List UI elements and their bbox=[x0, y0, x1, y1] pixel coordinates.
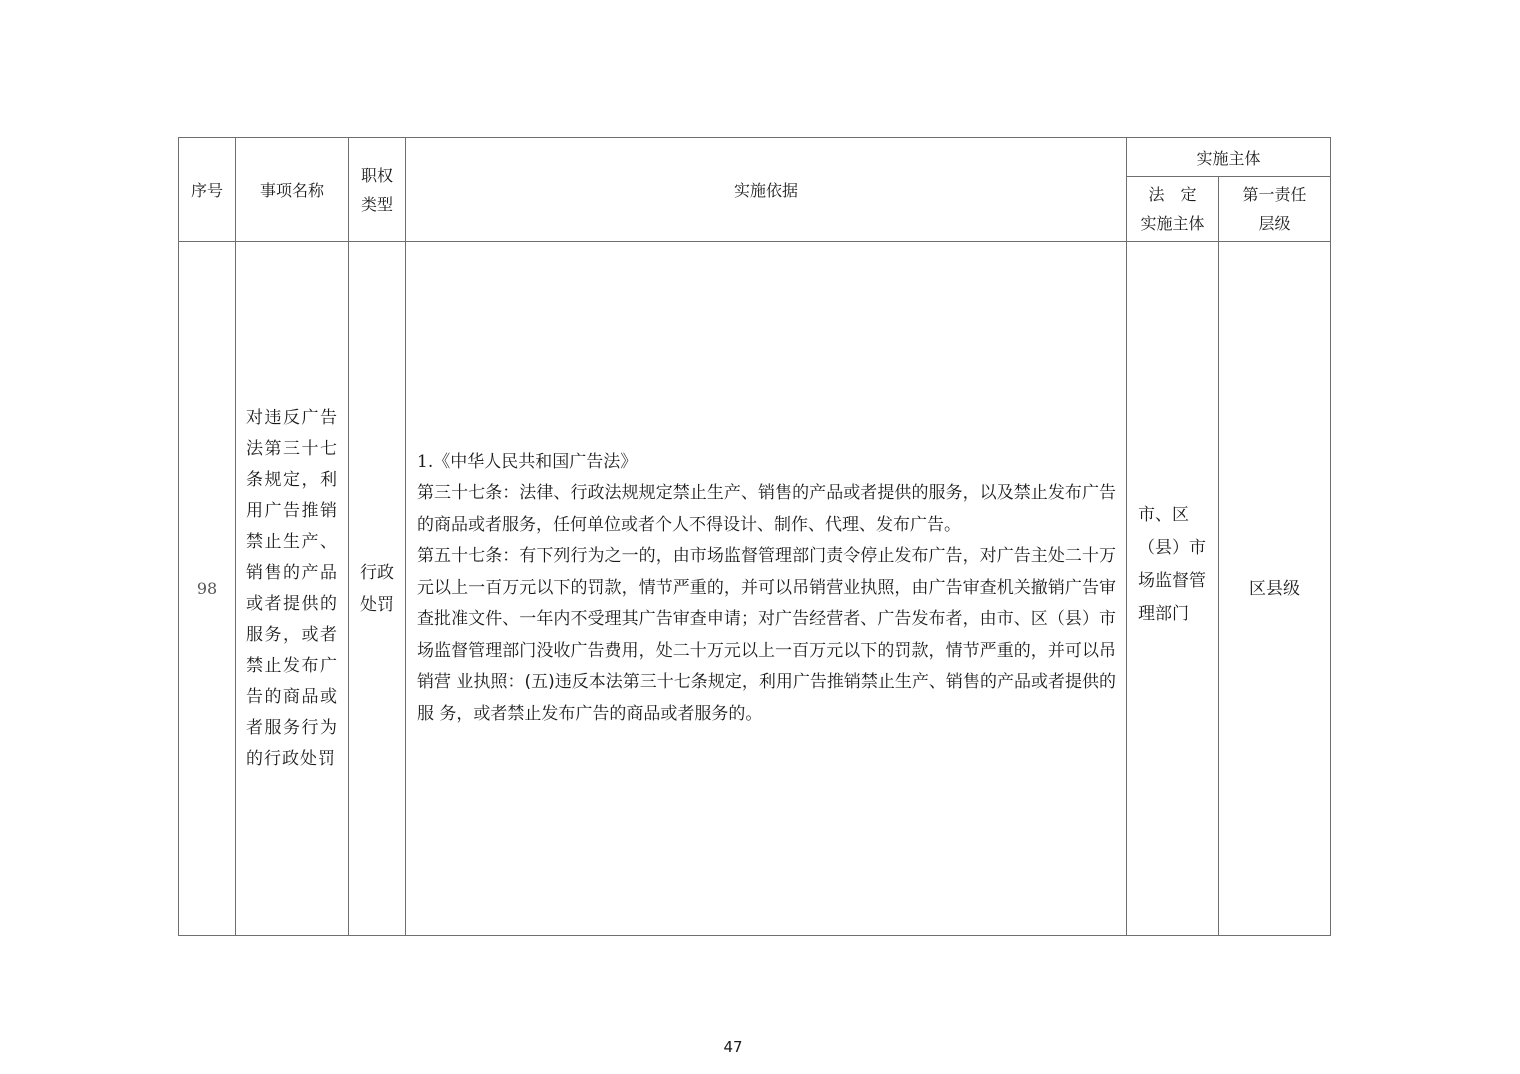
header-seq bbox=[179, 138, 236, 242]
header-legal-subject bbox=[1127, 177, 1219, 242]
row-type-line2: 处罚 bbox=[360, 594, 394, 615]
row-seq bbox=[179, 242, 236, 936]
header-type-line2: 类型 bbox=[360, 194, 393, 214]
header-legal-subject-line1: 法 定 bbox=[1148, 185, 1197, 204]
row-legal-subject bbox=[1127, 242, 1219, 936]
row-name bbox=[236, 242, 349, 936]
row-basis bbox=[406, 242, 1127, 936]
row-name-text: 对违反广告法第三十七条规定，利用广告推销禁止生产、销售的产品或者提供的服务，或者禁止发布广告的商品或者服务行为的行政处罚 bbox=[246, 407, 338, 769]
row-basis-text bbox=[417, 447, 1116, 731]
row-first-level bbox=[1219, 242, 1331, 936]
header-legal-subject-line2: 实施主体 bbox=[1140, 214, 1205, 233]
header-first-level bbox=[1219, 177, 1331, 242]
header-seq-label: 序号 bbox=[190, 181, 223, 200]
header-basis bbox=[406, 138, 1127, 242]
header-type-line1: 职权 bbox=[360, 165, 393, 185]
row-first-level-text: 区县级 bbox=[1249, 578, 1300, 599]
header-type bbox=[349, 138, 406, 242]
basis-paragraph-1: 第三十七条：法律、行政法规规定禁止生产、销售的产品或者提供的服务，以及禁止发布广告的商品或者服务，任何单位或者个人不得设计、制作、代理、发布广告。 bbox=[417, 483, 1116, 535]
page-number: 47 bbox=[723, 1038, 743, 1056]
table-row bbox=[179, 242, 1331, 936]
header-name-label: 事项名称 bbox=[259, 181, 324, 200]
header-basis-label: 实施依据 bbox=[733, 181, 798, 200]
header-subject-group-label: 实施主体 bbox=[1196, 148, 1261, 168]
row-type-line1: 行政 bbox=[360, 562, 394, 583]
header-row-main bbox=[179, 138, 1331, 177]
header-name bbox=[236, 138, 349, 242]
header-first-level-line2: 层级 bbox=[1258, 214, 1291, 233]
basis-title bbox=[417, 447, 1116, 479]
basis-paragraph-2: 第五十七条：有下列行为之一的，由市场监督管理部门责令停止发布广告，对广告主处二十万元以上一百万元以下的罚款，情节严重的，并可以吊销营业执照，由广告审查机关撤销广告审查批准文件、一年内不受理其广告审查申请；对广告经营者、广告发布者，由市、区（县）市场监督管理部门没收广告费用，处二十万元以上一百万元以下的罚款，情节严重的，并可以吊销营 业执照：(五)违反本法第三十七条规定，利用广告推销禁止生产、销售的产品或者提供的服 务，或者禁止发布广告的商品或者服务的。 bbox=[417, 546, 1116, 724]
item-table bbox=[178, 137, 1331, 936]
row-seq-value: 98 bbox=[196, 579, 218, 598]
basis-title-number: 1. bbox=[417, 451, 434, 472]
row-legal-subject-text: 市、区（县）市场监督管理部门 bbox=[1138, 504, 1206, 624]
header-first-level-line1: 第一责任 bbox=[1242, 185, 1307, 204]
header-subject-group bbox=[1127, 138, 1331, 177]
basis-title-text: 《中华人民共和国广告法》 bbox=[433, 451, 638, 472]
row-type bbox=[349, 242, 406, 936]
